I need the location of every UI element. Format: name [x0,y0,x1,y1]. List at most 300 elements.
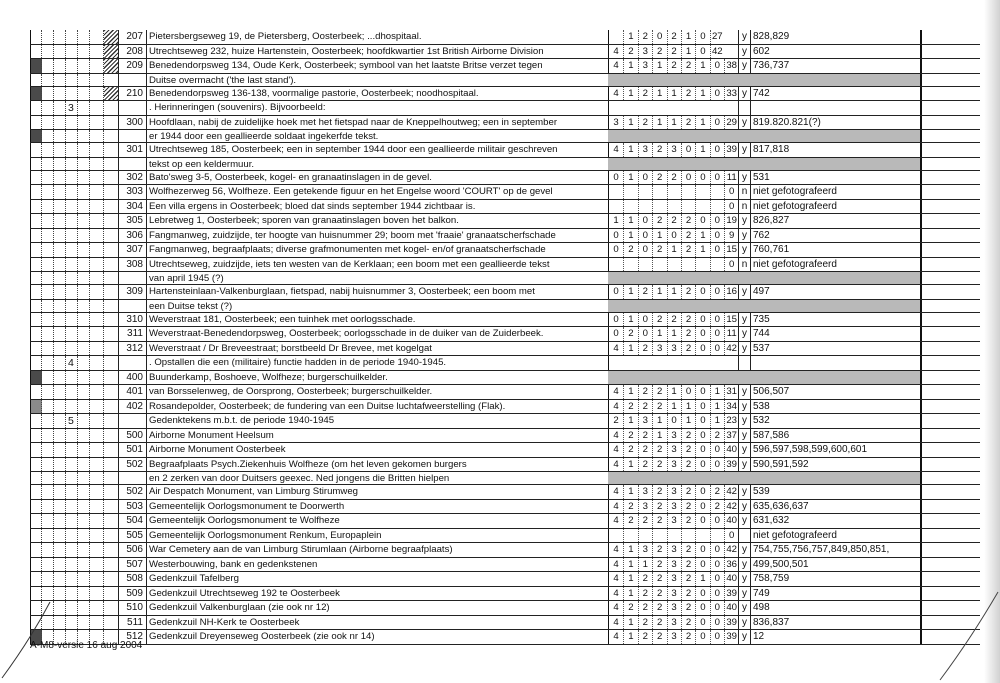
score-cell: 1 [623,87,637,101]
table-row [30,243,980,258]
hatched-marker [104,45,118,59]
photo-flag: n [738,258,750,272]
item-number: 309 [118,285,143,299]
grid-cell [30,87,104,101]
score-cell: 11 [724,327,738,341]
scan-corner-curve-right [930,590,1000,683]
photo-numbers: 754,755,756,757,849,850,851, [750,543,920,557]
score-cell: 4 [613,444,619,455]
right-border [920,414,922,428]
score-columns [608,229,738,243]
score-cell: 15 [724,243,738,257]
score-columns [608,543,738,557]
grid-cell [30,74,104,86]
photo-numbers: 735 [750,313,920,327]
table-row [30,601,980,616]
photo-numbers: 497 [750,285,920,299]
score-cell: 2 [638,385,652,399]
grid-cell [30,485,104,499]
score-cell: 40 [724,572,738,586]
score-cell [681,258,695,272]
photo-numbers: niet gefotografeerd [750,258,920,272]
item-number: 503 [118,500,143,514]
score-cell: 4 [613,144,619,155]
score-cell: 39 [724,143,738,157]
grid-cell [30,229,104,243]
table-row [30,327,980,342]
score-columns [608,601,738,615]
score-cell: 1 [667,285,681,299]
score-columns [608,59,738,73]
score-cell: 0 [695,400,709,414]
photo-flag: y [738,285,750,299]
photo-flag: y [738,45,750,59]
item-number: 304 [118,200,143,214]
score-cell [609,200,623,214]
score-cell: 2 [681,313,695,327]
score-cell: 1 [613,215,619,226]
score-cell: 0 [695,385,709,399]
score-cell: 3 [667,630,681,644]
score-cell: 2 [652,601,666,615]
item-number: 502 [118,485,143,499]
photo-numbers: niet gefotografeerd [750,200,920,214]
score-cell: 19 [724,214,738,228]
photo-flag: y [738,429,750,443]
score-cell [695,185,709,199]
score-cell: 1 [623,458,637,472]
score-columns [608,529,738,543]
item-number: 508 [118,572,143,586]
right-border [920,101,922,115]
hatched-marker [104,30,118,44]
score-cell: 1 [623,558,637,572]
score-cell: 2 [681,572,695,586]
item-description: Utrechtseweg 185, Oosterbeek; een in september 1944 door een geallieerde militair geschreven [146,143,606,157]
score-cell: 15 [724,313,738,327]
item-number: 208 [118,45,143,59]
score-cell: 1 [623,171,637,185]
item-number: 402 [118,400,143,414]
shaded-area [608,158,920,170]
score-cell: 3 [667,429,681,443]
score-cell: 2 [681,587,695,601]
photo-flag: y [738,59,750,73]
score-columns [608,258,738,272]
score-cell: 0 [724,529,738,543]
table-row [30,371,980,386]
photo-numbers: 742 [750,87,920,101]
score-cell: 1 [652,59,666,73]
score-cell: 0 [638,214,652,228]
photo-numbers: 836,837 [750,616,920,630]
item-description: Benedendorpsweg 136-138, voormalige pastorie, Oosterbeek; noodhospitaal. [146,87,606,101]
photo-flag: y [738,458,750,472]
score-cell: 3 [667,342,681,356]
grid-cell [30,258,104,272]
item-description: Air Despatch Monument, van Limburg Stirumweg [146,485,606,499]
score-cell: 2 [667,59,681,73]
photo-flag: y [738,485,750,499]
score-cell: 2 [638,630,652,644]
score-cell [623,258,637,272]
table-row [30,630,980,645]
item-number: 302 [118,171,143,185]
item-number [118,272,143,284]
score-cell: 1 [623,214,637,228]
score-cell: 2 [638,87,652,101]
item-description: Gedenkzuil Tafelberg [146,572,606,586]
item-number [118,158,143,170]
right-border [920,514,922,528]
score-cell: 2 [623,400,637,414]
score-cell: 0 [695,587,709,601]
score-cell: 2 [681,87,695,101]
score-cell: 2 [652,543,666,557]
grid-cell [30,558,104,572]
score-cell: 2 [652,630,666,644]
score-cell: 3 [638,500,652,514]
score-cell: 0 [695,543,709,557]
grid-cell [30,529,104,543]
photo-numbers: 817,818 [750,143,920,157]
score-cell [638,200,652,214]
grid-cell [30,171,104,185]
grid-cell [30,313,104,327]
score-cell: 1 [652,327,666,341]
grid-cell [30,443,104,457]
right-border [920,171,922,185]
score-cell: 1 [667,243,681,257]
score-cell: 2 [638,601,652,615]
photo-numbers: 762 [750,229,920,243]
item-description: . Opstallen die een (militaire) functie hadden in de periode 1940-1945. [146,356,606,370]
item-number: 209 [118,59,143,73]
score-cell: 2 [638,429,652,443]
score-cell: 42 [724,500,738,514]
right-border [920,385,922,399]
shaded-area [608,74,920,86]
score-cell: 0 [638,243,652,257]
right-border [920,587,922,601]
right-border [920,342,922,356]
right-border [920,229,922,243]
photo-flag: y [738,116,750,130]
photo-numbers: niet gefotografeerd [750,529,920,543]
score-cell: 1 [623,385,637,399]
score-cell: 1 [623,313,637,327]
item-number: 512 [118,630,143,644]
score-cell: 1 [667,327,681,341]
item-description: Duitse overmacht ('the last stand'). [146,74,606,86]
score-cell: 1 [623,485,637,499]
item-number: 312 [118,342,143,356]
score-cell: 4 [613,342,619,354]
photo-flag: y [738,385,750,399]
score-cell: 4 [613,45,619,57]
score-cell [667,200,681,214]
score-columns [608,243,738,257]
score-cell: 33 [724,87,738,101]
score-cell: 2 [652,214,666,228]
score-cell: 1 [667,87,681,101]
score-cell: 0 [724,200,738,214]
photo-numbers: 537 [750,342,920,356]
score-cell: 0 [695,171,709,185]
table-row [30,558,980,573]
photo-numbers: 587,586 [750,429,920,443]
item-number: 207 [118,30,143,44]
score-cell: 2 [652,558,666,572]
score-cell: 2 [623,500,637,514]
score-cell: 2 [710,500,724,514]
score-cell: 3 [667,572,681,586]
grid-cell [30,371,104,385]
photo-numbers: 498 [750,601,920,615]
score-cell: 2 [681,558,695,572]
score-cell: 2 [638,458,652,472]
item-description: Gemeentelijk Oorlogsmonument te Wolfheze [146,514,606,528]
photo-numbers: 531 [750,171,920,185]
score-cell: 0 [695,414,709,428]
score-cell: 16 [724,285,738,299]
table-row [30,272,980,285]
grid-cell [30,45,104,59]
photo-flag: y [738,229,750,243]
right-border [920,59,922,73]
shaded-area [608,371,920,385]
score-cell [638,185,652,199]
score-cell: 2 [667,313,681,327]
score-cell: 2 [652,458,666,472]
score-cell: 2 [652,616,666,630]
score-cell: 2 [681,514,695,528]
item-description: Rosandepolder, Oosterbeek; de fundering van een Duitse luchtafweerstelling (Flak). [146,400,606,414]
photo-numbers: 538 [750,400,920,414]
photo-flag [738,101,750,115]
right-border [920,143,922,157]
item-number: 306 [118,229,143,243]
table-row [30,485,980,500]
score-columns [608,630,738,644]
item-description: Gedenkzuil Valkenburglaan (zie ook nr 12) [146,601,606,615]
score-cell [638,258,652,272]
grid-cell [30,101,104,115]
score-cell: 0 [710,59,724,73]
score-cell: 1 [695,143,709,157]
right-border [920,272,922,284]
score-cell: 0 [667,414,681,428]
grid-cell [30,543,104,557]
score-cell: 3 [638,543,652,557]
photo-numbers: 596,597,598,599,600,601 [750,443,920,457]
score-columns [608,171,738,185]
score-cell: 4 [613,631,619,642]
score-cell: 1 [652,87,666,101]
score-cell: 4 [613,486,619,497]
score-cell: 1 [638,558,652,572]
score-cell: 1 [623,116,637,130]
score-cell: 2 [623,429,637,443]
score-cell [710,258,724,272]
table-row [30,300,980,313]
item-description: Utrechtseweg 232, huize Hartenstein, Oosterbeek; hoofdkwartier 1st British Airborne Division [146,45,606,59]
right-border [920,356,922,370]
photo-numbers: 532 [750,414,920,428]
score-columns [608,443,738,457]
score-cell: 2 [681,429,695,443]
score-cell [609,185,623,199]
table-row [30,472,980,485]
photo-flag: y [738,601,750,615]
score-cell: 2 [638,116,652,130]
score-cell: 2 [681,342,695,356]
score-cell: 4 [613,429,619,441]
photo-flag: y [738,414,750,428]
score-cell: 3 [613,116,619,128]
photo-numbers: 736,737 [750,59,920,73]
score-cell [695,529,709,543]
right-border [920,116,922,130]
score-cell: 0 [695,285,709,299]
score-cell: 0 [695,214,709,228]
score-cell: 0 [638,171,652,185]
item-description: Hoofdlaan, nabij de zuidelijke hoek met het fietspad naar de Kneppelhoutweg; een in september [146,116,606,130]
photo-numbers [750,356,920,370]
grid-cell [30,400,104,414]
score-cell: 1 [652,429,666,443]
photo-flag: y [738,443,750,457]
grid-cell [30,342,104,356]
score-cell: 0 [710,342,724,356]
photo-flag: y [738,630,750,644]
right-border [920,630,922,644]
item-description: Benedendorpsweg 134, Oude Kerk, Oosterbeek; symbool van het laatste Britse verzet tegen [146,59,606,73]
item-number [118,300,143,312]
photo-flag: y [738,514,750,528]
score-cell: 0 [710,558,724,572]
score-cell: 0 [667,229,681,243]
score-cell: 9 [724,229,738,243]
item-number [118,472,143,484]
score-cell: 4 [613,87,619,99]
score-cell [667,185,681,199]
item-description: van april 1945 (?) [146,272,606,284]
table-row [30,143,980,158]
score-cell: 1 [623,285,637,299]
score-cell: 0 [710,143,724,157]
score-cell: 0 [613,328,619,339]
table-row [30,74,980,87]
score-cell: 1 [710,414,724,428]
score-cell: 1 [695,243,709,257]
table-row [30,313,980,328]
table-row [30,616,980,631]
score-cell: 0 [613,244,619,255]
score-cell: 1 [695,572,709,586]
score-cell: 0 [695,443,709,457]
table-row [30,214,980,229]
right-border [920,258,922,272]
table-row [30,158,980,171]
score-cell: 0 [695,30,709,44]
score-cell: 2 [613,415,619,426]
right-border [920,30,922,44]
score-columns [608,327,738,341]
score-cell: 2 [681,485,695,499]
item-number: 511 [118,616,143,630]
table-row [30,458,980,473]
score-cell: 0 [638,313,652,327]
photo-numbers: 590,591,592 [750,458,920,472]
footer-version: A-M8-versie 16 aug 2004 [30,640,143,651]
right-border [920,616,922,630]
item-description: Utrechtseweg, zuidzijde, iets ten westen van de Kerklaan; een boom met een geallieerde tekst [146,258,606,272]
score-cell: 0 [710,601,724,615]
table-row [30,587,980,602]
score-cell: 0 [652,30,666,44]
score-cell: 40 [724,601,738,615]
photo-numbers: 12 [750,630,920,644]
item-number: 507 [118,558,143,572]
score-cell: 2 [681,616,695,630]
score-cell: 39 [724,587,738,601]
table-row [30,429,980,444]
right-border [920,371,922,385]
score-cell: 1 [710,400,724,414]
score-cell: 36 [724,558,738,572]
score-cell: 0 [613,286,619,297]
score-cell: 4 [613,458,619,470]
item-number: 301 [118,143,143,157]
score-columns [608,616,738,630]
photo-numbers: 539 [750,485,920,499]
score-cell: 0 [710,587,724,601]
score-cell: 2 [681,327,695,341]
score-cell: 23 [724,414,738,428]
score-cell [681,185,695,199]
right-border [920,543,922,557]
right-border [920,529,922,543]
grid-cell [30,300,104,312]
score-cell [681,529,695,543]
shaded-area [608,472,920,484]
score-cell: 4 [613,616,619,628]
score-cell [609,529,623,543]
grid-cell [30,285,104,299]
score-cell: 4 [613,500,619,512]
photo-flag [738,356,750,370]
item-number: 400 [118,371,143,385]
score-cell: 1 [652,285,666,299]
score-cell: 0 [710,327,724,341]
item-description: Gedenkzuil Utrechtseweg 192 te Oosterbeek [146,587,606,601]
score-cell: 3 [667,587,681,601]
score-cell [667,529,681,543]
score-cell: 2 [681,443,695,457]
item-number: 401 [118,385,143,399]
score-cell: 2 [638,285,652,299]
score-cell: 1 [681,45,695,59]
score-cell: 1 [667,400,681,414]
shaded-area [608,272,920,284]
score-cell: 2 [638,400,652,414]
score-cell [695,200,709,214]
item-number: 305 [118,214,143,228]
grid-cell [30,414,104,428]
score-cell: 2 [638,616,652,630]
score-cell: 2 [652,485,666,499]
